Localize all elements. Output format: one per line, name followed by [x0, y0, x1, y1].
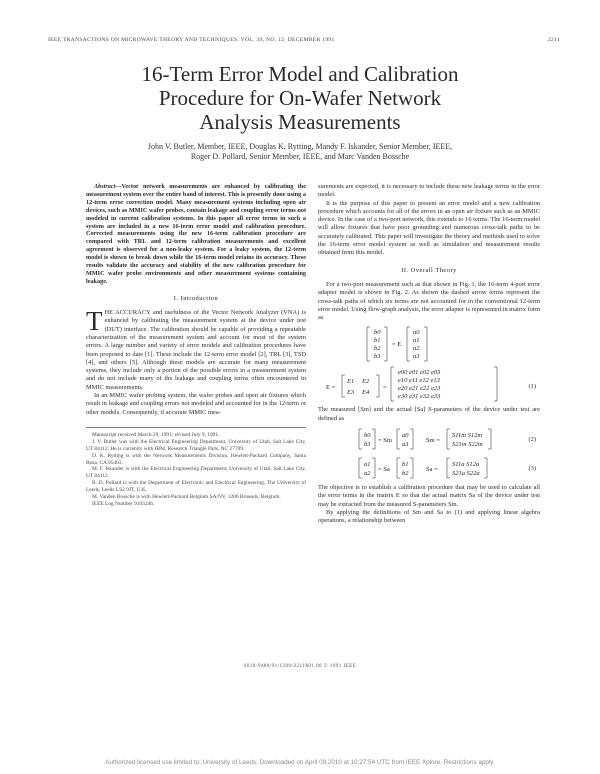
theory-paragraph-3: The objective is to establish a calibration procedure that may be used to calculate all the error terms in the matrix E so that the actual matrix Sa of the device under test may be extracted from the measured S-parameters Sm. — [318, 484, 540, 508]
copyright-line: 0018-9480/91/1200-2211$01.00 © 1991 IEEE — [243, 663, 357, 669]
right-column — [318, 183, 540, 526]
intro-paragraph-1-text: HE ACCURACY and usefulness of the Vector Network Analyzer (VNA) is enhanced by calibrating the measurement system at the device under test (DUT) interface. The calibration should be capable of providing a repeatable characterization of the measurement system and account for most of the system errors. A large number and variety of error models and calibration procedures have been proposed to date [1]. These include the 12-term error model [2], TRL [3], TSD [4], and others [5]. Although these models are accurate for many measurement systems, they include only a portion of the possible errors in a measurement system and do not include many of the leakage and coupling terms often encountered in MMIC measurements. — [86, 309, 306, 391]
theory-paragraph-4: By applying the definitions of Sm and Sa to (1) and applying linear algebra operations, a relationship between — [318, 508, 540, 525]
equation-2-number: (2) — [528, 436, 536, 444]
svg-text:b1: b1 — [402, 461, 409, 469]
page-number: 2211 — [547, 37, 560, 43]
svg-text:= E: = E — [392, 341, 402, 349]
svg-text:Sm =: Sm = — [426, 437, 440, 445]
svg-text:e00 e01 e02 e03: e00 e01 e02 e03 — [398, 369, 441, 377]
svg-text:b0: b0 — [364, 432, 371, 440]
intro-paragraph-2: In an MMIC wafer probing system, the wafer probes and open air fixtures which result in leakage and coupling errors not modeled and accounted for in the 12-term or other models. Consequently, if accurate MMIC mea- — [86, 392, 306, 416]
abstract — [86, 183, 306, 286]
title-line-3: Analysis Measurements — [199, 110, 401, 134]
svg-text:a2: a2 — [413, 345, 420, 353]
authors-line-2: Roger D. Pollard, Senior Member, IEEE, and Marc Vanden Bossche — [190, 152, 410, 161]
title-line-1: 16-Term Error Model and Calibration — [141, 62, 459, 86]
svg-text:a1: a1 — [413, 337, 420, 345]
svg-text:a1: a1 — [364, 461, 371, 469]
svg-text:=: = — [383, 384, 387, 392]
svg-text:a3: a3 — [402, 441, 409, 449]
equation-3-number: (3) — [528, 465, 536, 473]
author-list — [100, 142, 500, 162]
equation-2 — [318, 426, 540, 452]
abstract-text: —Vector network measurements are enhanced by calibrating the measurement system over the entire band of interest. This is presently done using a 12-term error correction model. Many measurement systems including open air devices, such as MMIC wafer probes, contain leakage and coupling error terms not modeled in current calibration systems. In this paper all error terms in such a system are included in a new 16-term error model and calibration procedure. Corrected measurements using the new 16-term calibration procedure are compared with TRL and 12-term calibration measurements and excellent agreement is observed for a non-leaky system. For a leaky system, the 12-term model is shown to break down while the 16-term model retains its accuracy. These results validate the accuracy and stability of the new calibration procedure for MMIC wafer probe environments and other measurement systems containing leakage. — [86, 183, 306, 285]
svg-text:S21m S22m: S21m S22m — [452, 441, 483, 449]
svg-text:E2: E2 — [362, 378, 370, 386]
svg-text:S11m S12m: S11m S12m — [452, 432, 483, 440]
svg-text:a3: a3 — [413, 353, 420, 361]
svg-text:b1: b1 — [374, 337, 381, 345]
running-header — [48, 37, 560, 43]
footnote-rytting: D. K. Rytting is with the Network Measurements Division, Hewlett-Packard Company, Santa Rosa, CA 95403. — [86, 452, 306, 466]
footnote-pollard: R. D. Pollard is with the Department of Electronic and Electrical Engineering, The University of Leeds, Leeds LS2 9JT, U.K. — [86, 480, 306, 494]
svg-text:E =: E = — [326, 384, 336, 392]
theory-paragraph-1: For a two-port measurement such as that shown in Fig. 1, the 16-term 4-port error adapter model is shown in Fig. 2. As shown the dashed arrow terms represent the cross-talk paths of which six terms are not accounted for in the conventional 12-term error model. Using flow-graph analysis, the error adapter is represented in matrix form as — [318, 280, 540, 322]
svg-text:= Sm: = Sm — [378, 437, 392, 445]
svg-text:a2: a2 — [364, 470, 371, 478]
title-line-2: Procedure for On-Wafer Network — [158, 86, 442, 110]
right-paragraph-1: surements are expected, it is necessary to include these new leakage terms in the error model. — [318, 183, 540, 199]
equation-1 — [318, 325, 540, 403]
drop-cap: T — [86, 306, 103, 337]
section-heading-introduction: I. Introduction — [173, 294, 219, 302]
left-column — [86, 183, 306, 508]
footnote-iskander: M. F. Iskander is with the Electrical Engineering Department, University of Utah, Salt Lake City, UT 84112. — [86, 466, 306, 480]
svg-text:e10 e11 e12 e13: e10 e11 e12 e13 — [398, 377, 440, 385]
svg-text:E4: E4 — [362, 389, 370, 397]
paper-title — [60, 62, 540, 134]
footnotes — [86, 427, 306, 508]
equation-3 — [318, 455, 540, 481]
equation-2-graphic — [318, 426, 518, 452]
equation-1-number: (1) — [528, 383, 536, 391]
equation-1-graphic — [318, 325, 528, 403]
footnote-manuscript: Manuscript received March 29, 1991; revised July 9, 1991. — [92, 431, 220, 438]
authors-line-1: John V. Butler, Member, IEEE, Douglas K. Rytting, Mandy F. Iskander, Senior Member, IEEE, — [147, 142, 453, 151]
svg-text:S11a S12a: S11a S12a — [452, 461, 480, 469]
svg-text:= Sa: = Sa — [378, 466, 390, 474]
svg-text:b2: b2 — [374, 345, 381, 353]
footnote-ieee-log: IEEE Log Number 9103246. — [92, 501, 155, 507]
svg-text:b3: b3 — [364, 441, 371, 449]
authorized-use-banner: Authorized licensed use limited to: University of Leeds. Downloaded on April 09,2010 at 10:27:54 UTC from IEEE Xplore. Restrictions apply. — [105, 759, 495, 766]
journal-name: IEEE TRANSACTIONS ON MICROWAVE THEORY AND TECHNIQUES, VOL. 39, NO. 12, DECEMBER 1991 — [48, 37, 335, 43]
abstract-label: Abstract — [94, 183, 116, 190]
svg-text:a0: a0 — [413, 329, 420, 337]
theory-paragraph-2: The measured [Sm] and the actual [Sa] S-parameters of the device under test are defined as — [318, 406, 540, 422]
svg-text:e30 e31 e32 e33: e30 e31 e32 e33 — [398, 393, 441, 401]
svg-text:E3: E3 — [347, 389, 355, 397]
right-paragraph-2: It is the purpose of this paper to present an error model and a new calibration procedure which accounts for all of the errors in an open air fixture such as an MMIC device. In the case of a two-port network, this extends to 16 terms. The 16-term model will allow fixtures that have poor grounding and numerous cross-talk paths to be accurately calibrated. This paper will investigate the theory and methods used to solve the 16-term error model system as well as simulation and measurement results obtained from this model. — [318, 199, 540, 257]
svg-text:Sa =: Sa = — [426, 466, 438, 474]
svg-text:b2: b2 — [402, 470, 409, 478]
intro-paragraph-1 — [86, 306, 306, 392]
svg-text:b0: b0 — [374, 329, 381, 337]
svg-text:S21a S22a: S21a S22a — [452, 470, 480, 478]
footnote-butler: J. V. Butler was with the Electrical Engineering Department, University of Utah, Salt Lake City, UT 84112. He is currently with IBM, Research Triangle Park, NC 27709. — [86, 438, 306, 452]
svg-text:b3: b3 — [374, 353, 381, 361]
svg-text:e20 e21 e22 e23: e20 e21 e22 e23 — [398, 385, 441, 393]
equation-3-graphic — [318, 455, 518, 481]
svg-text:a0: a0 — [402, 432, 409, 440]
svg-text:E1: E1 — [347, 378, 355, 386]
footnote-vanden-bossche: M. Vanden Bossche is with Hewlett-Packard Belgium SA/NV, 1200 Brussels, Belgium. — [92, 494, 281, 501]
section-heading-overall-theory: II. Overall Theory — [401, 266, 457, 274]
